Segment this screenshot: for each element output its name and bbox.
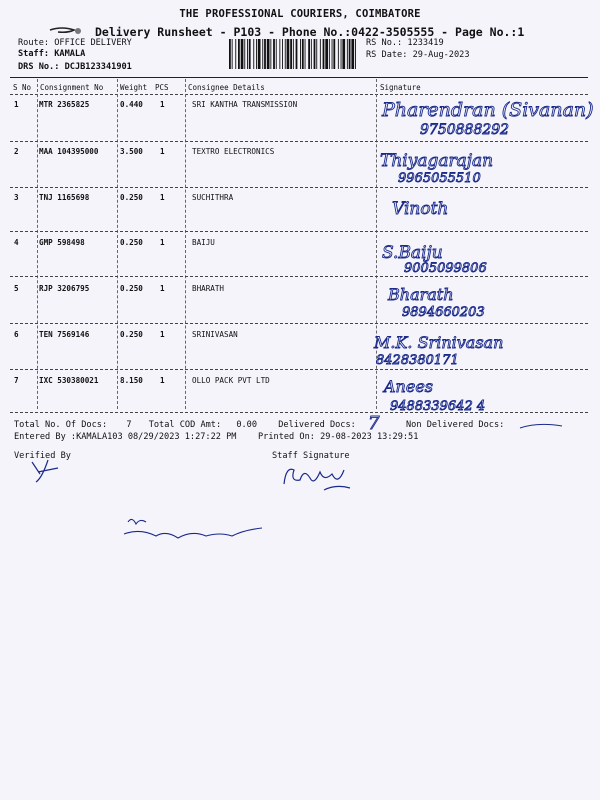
barcode-bar: [253, 39, 254, 69]
barcode-bar: [296, 39, 298, 69]
barcode-bar: [311, 39, 312, 69]
row-consignee: BAIJU: [192, 238, 215, 247]
row-divider: [10, 231, 588, 232]
column-divider: [37, 79, 38, 409]
row-sno: 3: [14, 193, 19, 202]
signature-name: Pharendran (Sivanan): [382, 99, 594, 121]
row-sno: 4: [14, 238, 19, 247]
barcode-bar: [333, 39, 335, 69]
staff-signature-image: [280, 460, 360, 496]
verified-by-label: Verified By: [14, 451, 71, 461]
row-handwritten-signature: [392, 194, 512, 224]
row-sno: 7: [14, 376, 19, 385]
row-handwritten-signature: [374, 330, 584, 374]
dash-mark-icon: [518, 420, 566, 434]
totals-line: [14, 420, 356, 430]
col-header-sno: S No: [13, 83, 32, 92]
entered-by-line: Entered By :KAMALA103 08/29/2023 1:27:22 PM: [14, 432, 237, 442]
row-pcs: 1: [160, 376, 165, 385]
barcode-bar: [342, 39, 345, 69]
row-divider: [10, 276, 588, 277]
signature-phone: 9005099806: [404, 261, 487, 276]
barcode-bar: [270, 39, 271, 69]
row-consignment-no: TEN 7569146: [39, 330, 90, 339]
row-handwritten-signature: [380, 96, 594, 142]
row-consignee: SUCHITHRA: [192, 193, 234, 202]
col-header-signature: Signature: [380, 83, 421, 92]
row-pcs: 1: [160, 238, 165, 247]
signature-phone: 9965055510: [398, 171, 481, 186]
staff-line: [18, 49, 85, 59]
barcode-bar: [338, 39, 339, 69]
row-consignment-no: MAA 104395000: [39, 147, 99, 156]
row-weight: 3.500: [120, 147, 143, 156]
barcode-bar: [282, 39, 283, 69]
row-consignee: SRINIVASAN: [192, 330, 238, 339]
row-consignment-no: RJP 3206795: [39, 284, 90, 293]
row-handwritten-signature: [388, 282, 588, 326]
signature-phone: 9488339642 4: [390, 399, 486, 414]
barcode-bar: [305, 39, 306, 69]
staff-value: KAMALA: [54, 49, 86, 59]
barcode-bar: [300, 39, 301, 69]
barcode-bar: [347, 39, 348, 69]
barcode-bar: [262, 39, 263, 69]
signature-name: Vinoth: [392, 199, 449, 219]
barcode-bar: [241, 39, 244, 69]
barcode-bar: [235, 39, 236, 69]
barcode-bar: [308, 39, 310, 69]
row-pcs: 1: [160, 193, 165, 202]
row-weight: 0.250: [120, 193, 143, 202]
row-handwritten-signature: [384, 374, 584, 420]
signature-name: S.Baiju: [382, 243, 443, 263]
total-docs-value: 7: [126, 420, 132, 430]
row-consignee: OLLO PACK PVT LTD: [192, 376, 270, 385]
col-header-consignment: Consignment No: [40, 83, 104, 92]
barcode-bar: [351, 39, 354, 69]
barcode-bar: [232, 39, 233, 69]
rs-date-value: 29-Aug-2023: [412, 50, 470, 60]
barcode-bar: [287, 39, 290, 69]
courier-logo-icon: [48, 24, 86, 36]
row-divider: [10, 187, 588, 188]
barcode-bar: [238, 39, 240, 69]
additional-signature-image: [120, 512, 270, 548]
barcode-bar: [258, 39, 261, 69]
rs-no-label: RS No.:: [366, 38, 403, 48]
row-sno: 1: [14, 100, 19, 109]
company-name: THE PROFESSIONAL COURIERS, COIMBATORE: [179, 8, 421, 20]
barcode-bar: [316, 39, 317, 69]
row-weight: 8.150: [120, 376, 143, 385]
signature-phone: 8428380171: [376, 353, 459, 368]
table-bottom-rule: [10, 412, 588, 413]
barcode-bar: [329, 39, 330, 69]
row-pcs: 1: [160, 100, 165, 109]
barcode-bar: [276, 39, 277, 69]
row-sno: 6: [14, 330, 19, 339]
row-handwritten-signature: [380, 148, 590, 192]
column-divider: [185, 79, 186, 409]
total-cod-label: Total COD Amt:: [148, 420, 222, 430]
barcode-bar: [273, 39, 275, 69]
row-divider: [10, 323, 588, 324]
signature-name: M.K. Srinivasan: [374, 333, 504, 352]
row-consignee: SRI KANTHA TRANSMISSION: [192, 100, 298, 109]
row-weight: 0.250: [120, 284, 143, 293]
barcode-bar: [256, 39, 257, 69]
total-cod-value: 0.00: [236, 420, 258, 430]
row-sno: 5: [14, 284, 19, 293]
barcode-bar: [247, 39, 248, 69]
barcode-bar: [293, 39, 294, 69]
route-label: Route:: [18, 38, 50, 48]
barcode-bar: [264, 39, 266, 69]
signature-name: Anees: [384, 377, 434, 396]
row-pcs: 1: [160, 330, 165, 339]
row-pcs: 1: [160, 284, 165, 293]
col-header-consignee: Consignee Details: [188, 83, 265, 92]
verified-by-signature-image: [26, 456, 66, 486]
row-divider: [10, 141, 588, 142]
row-consignee: TEXTRO ELECTRONICS: [192, 147, 275, 156]
barcode-bar: [285, 39, 286, 69]
row-divider: [10, 369, 588, 370]
signature-name: Bharath: [388, 285, 454, 304]
drs-line: [18, 62, 132, 72]
row-handwritten-signature: [380, 240, 590, 280]
row-consignment-no: TNJ 1165698: [39, 193, 90, 202]
barcode-bar: [314, 39, 316, 69]
total-docs-label: Total No. Of Docs:: [14, 420, 108, 430]
table-top-rule: [10, 77, 588, 78]
barcode-image: [228, 39, 358, 69]
route-value: OFFICE DELIVERY: [54, 38, 132, 48]
route-line: [18, 38, 132, 48]
row-consignment-no: MTR 2365825: [39, 100, 90, 109]
row-sno: 2: [14, 147, 19, 156]
drs-label: DRS No.:: [18, 62, 60, 72]
printed-on-line: Printed On: 29-08-2023 13:29:51: [258, 432, 419, 442]
barcode-bar: [341, 39, 342, 69]
barcode-bar: [249, 39, 251, 69]
staff-label: Staff:: [18, 49, 50, 59]
row-consignment-no: GMP 598498: [39, 238, 85, 247]
delivered-docs-label: Delivered Docs:: [278, 420, 356, 430]
barcode-bar: [323, 39, 325, 69]
barcode-bar: [325, 39, 328, 69]
runsheet-title: Delivery Runsheet - P103 - Phone No.:0422-3505555 - Page No.:1: [95, 25, 525, 39]
row-weight: 0.440: [120, 100, 143, 109]
rs-date-label: RS Date:: [366, 50, 408, 60]
barcode-bar: [279, 39, 280, 69]
barcode-bar: [355, 39, 356, 69]
row-pcs: 1: [160, 147, 165, 156]
row-consignee: BHARATH: [192, 284, 225, 293]
rs-date-line: [366, 50, 470, 60]
barcode-bar: [290, 39, 292, 69]
barcode-bar: [267, 39, 270, 69]
barcode-bar: [229, 39, 231, 69]
row-consignment-no: IXC 530380021: [39, 376, 99, 385]
barcode-bar: [302, 39, 304, 69]
barcode-bar: [244, 39, 245, 69]
col-header-weight: Weight: [120, 83, 148, 92]
signature-name: Thiyagarajan: [380, 151, 494, 171]
delivered-docs-value: 7: [368, 413, 380, 434]
signature-phone: 9894660203: [402, 305, 485, 320]
row-weight: 0.250: [120, 238, 143, 247]
col-header-pcs: PCS: [155, 83, 169, 92]
rs-no-value: 1233419: [407, 38, 444, 48]
drs-value: DCJB123341901: [64, 62, 132, 72]
signature-phone: 9750888292: [420, 122, 510, 138]
non-delivered-docs-label: Non Delivered Docs:: [406, 420, 505, 430]
barcode-bar: [332, 39, 333, 69]
barcode-bar: [349, 39, 351, 69]
row-weight: 0.250: [120, 330, 143, 339]
rs-no-line: [366, 38, 444, 48]
table-header-rule: [10, 94, 588, 95]
barcode-bar: [320, 39, 321, 69]
staff-signature-label: Staff Signature: [272, 451, 350, 461]
column-divider: [117, 79, 118, 409]
